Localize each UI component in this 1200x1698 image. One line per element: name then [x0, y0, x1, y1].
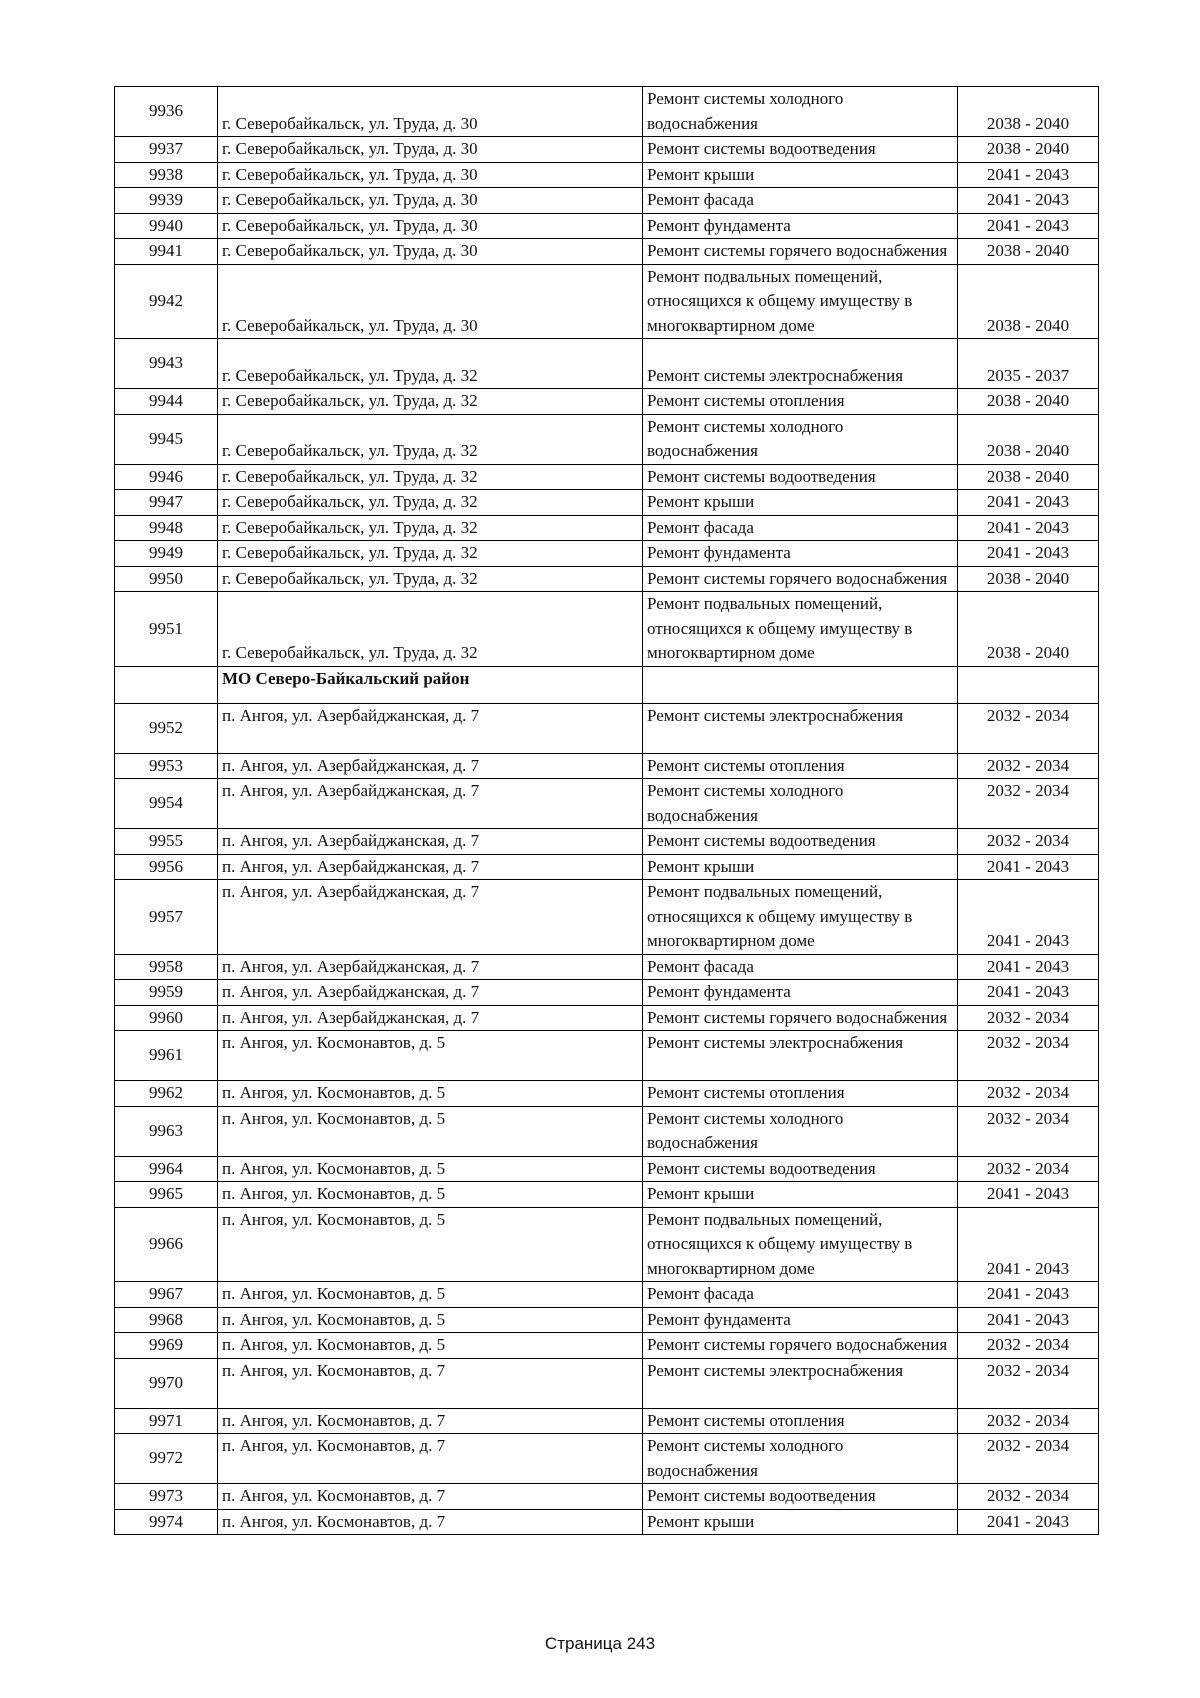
row-years: 2041 - 2043 — [958, 1307, 1099, 1333]
row-years: 2032 - 2034 — [958, 829, 1099, 855]
table-row — [115, 980, 1099, 1006]
table-row — [115, 239, 1099, 265]
row-work-type: Ремонт подвальных помещений, относящихся к общему имуществу в многоквартирном доме — [643, 264, 958, 339]
row-work-type: Ремонт системы холодного водоснабжения — [643, 1106, 958, 1156]
row-years: 2032 - 2034 — [958, 1434, 1099, 1484]
table-row — [115, 703, 1099, 753]
row-work-type: Ремонт системы водоотведения — [643, 464, 958, 490]
table-row — [115, 541, 1099, 567]
row-address: г. Северобайкальск, ул. Труда, д. 32 — [218, 490, 643, 516]
row-number: 9963 — [115, 1106, 218, 1156]
row-address: г. Северобайкальск, ул. Труда, д. 32 — [218, 541, 643, 567]
row-work-type: Ремонт подвальных помещений, относящихся к общему имуществу в многоквартирном доме — [643, 592, 958, 667]
row-number: 9969 — [115, 1333, 218, 1359]
row-work-type: Ремонт системы отопления — [643, 753, 958, 779]
row-work-type: Ремонт системы горячего водоснабжения — [643, 239, 958, 265]
row-work-type: Ремонт системы водоотведения — [643, 137, 958, 163]
row-address: п. Ангоя, ул. Азербайджанская, д. 7 — [218, 779, 643, 829]
row-address: г. Северобайкальск, ул. Труда, д. 30 — [218, 162, 643, 188]
row-years: 2038 - 2040 — [958, 464, 1099, 490]
row-years: 2041 - 2043 — [958, 1509, 1099, 1535]
row-address: п. Ангоя, ул. Космонавтов, д. 5 — [218, 1307, 643, 1333]
row-work-type: Ремонт крыши — [643, 1509, 958, 1535]
table-row — [115, 1207, 1099, 1282]
row-number: 9945 — [115, 414, 218, 464]
row-number: 9939 — [115, 188, 218, 214]
section-header-row — [115, 666, 1099, 703]
table-row — [115, 1182, 1099, 1208]
table-row — [115, 490, 1099, 516]
row-number: 9971 — [115, 1408, 218, 1434]
row-number: 9936 — [115, 87, 218, 137]
row-years: 2041 - 2043 — [958, 162, 1099, 188]
row-number: 9959 — [115, 980, 218, 1006]
row-address: г. Северобайкальск, ул. Труда, д. 32 — [218, 464, 643, 490]
row-years: 2041 - 2043 — [958, 1207, 1099, 1282]
row-years: 2041 - 2043 — [958, 980, 1099, 1006]
row-number: 9953 — [115, 753, 218, 779]
row-work-type: Ремонт фундамента — [643, 541, 958, 567]
row-work-type: Ремонт системы холодного водоснабжения — [643, 87, 958, 137]
row-number: 9955 — [115, 829, 218, 855]
row-number: 9940 — [115, 213, 218, 239]
row-work-type: Ремонт системы водоотведения — [643, 829, 958, 855]
row-work-type: Ремонт системы электроснабжения — [643, 703, 958, 753]
row-address: г. Северобайкальск, ул. Труда, д. 30 — [218, 137, 643, 163]
row-work-type: Ремонт подвальных помещений, относящихся к общему имуществу в многоквартирном доме — [643, 1207, 958, 1282]
table-row — [115, 1031, 1099, 1081]
row-address: п. Ангоя, ул. Азербайджанская, д. 7 — [218, 954, 643, 980]
row-address: п. Ангоя, ул. Азербайджанская, д. 7 — [218, 703, 643, 753]
row-work-type: Ремонт системы электроснабжения — [643, 1358, 958, 1408]
row-number: 9966 — [115, 1207, 218, 1282]
row-years: 2032 - 2034 — [958, 1081, 1099, 1107]
row-years: 2035 - 2037 — [958, 339, 1099, 389]
table-row — [115, 264, 1099, 339]
row-work-type: Ремонт системы отопления — [643, 389, 958, 415]
row-address: п. Ангоя, ул. Азербайджанская, д. 7 — [218, 829, 643, 855]
table-row — [115, 188, 1099, 214]
row-address: г. Северобайкальск, ул. Труда, д. 30 — [218, 188, 643, 214]
row-address: г. Северобайкальск, ул. Труда, д. 32 — [218, 566, 643, 592]
table-row — [115, 954, 1099, 980]
row-years: 2041 - 2043 — [958, 1282, 1099, 1308]
table-row — [115, 592, 1099, 667]
table-row — [115, 1509, 1099, 1535]
row-number: 9946 — [115, 464, 218, 490]
table-row — [115, 515, 1099, 541]
row-address: г. Северобайкальск, ул. Труда, д. 32 — [218, 389, 643, 415]
row-years: 2041 - 2043 — [958, 515, 1099, 541]
row-number: 9961 — [115, 1031, 218, 1081]
row-number: 9960 — [115, 1005, 218, 1031]
table-row — [115, 1106, 1099, 1156]
row-work-type: Ремонт системы отопления — [643, 1081, 958, 1107]
row-number: 9965 — [115, 1182, 218, 1208]
row-work-type: Ремонт фундамента — [643, 980, 958, 1006]
row-address: п. Ангоя, ул. Космонавтов, д. 5 — [218, 1081, 643, 1107]
row-address: г. Северобайкальск, ул. Труда, д. 32 — [218, 592, 643, 667]
row-address: г. Северобайкальск, ул. Труда, д. 30 — [218, 87, 643, 137]
row-work-type: Ремонт крыши — [643, 490, 958, 516]
table-row — [115, 1434, 1099, 1484]
row-number: 9937 — [115, 137, 218, 163]
table-row — [115, 829, 1099, 855]
row-years: 2041 - 2043 — [958, 880, 1099, 955]
row-years: 2032 - 2034 — [958, 1333, 1099, 1359]
row-number: 9951 — [115, 592, 218, 667]
table-row — [115, 1156, 1099, 1182]
table-row — [115, 1282, 1099, 1308]
table-body — [115, 87, 1099, 1535]
row-years: 2041 - 2043 — [958, 854, 1099, 880]
row-address: п. Ангоя, ул. Космонавтов, д. 5 — [218, 1156, 643, 1182]
row-work-type: Ремонт системы электроснабжения — [643, 339, 958, 389]
repair-schedule-table — [114, 86, 1099, 1535]
table-row — [115, 87, 1099, 137]
row-address: п. Ангоя, ул. Азербайджанская, д. 7 — [218, 880, 643, 955]
row-address: п. Ангоя, ул. Космонавтов, д. 7 — [218, 1408, 643, 1434]
row-address: п. Ангоя, ул. Космонавтов, д. 5 — [218, 1106, 643, 1156]
row-address: п. Ангоя, ул. Космонавтов, д. 5 — [218, 1182, 643, 1208]
row-work-type: Ремонт системы электроснабжения — [643, 1031, 958, 1081]
row-number: 9941 — [115, 239, 218, 265]
row-number: 9972 — [115, 1434, 218, 1484]
row-address: п. Ангоя, ул. Азербайджанская, д. 7 — [218, 753, 643, 779]
row-address: п. Ангоя, ул. Космонавтов, д. 7 — [218, 1484, 643, 1510]
row-years: 2038 - 2040 — [958, 137, 1099, 163]
row-address: п. Ангоя, ул. Азербайджанская, д. 7 — [218, 980, 643, 1006]
row-years: 2032 - 2034 — [958, 779, 1099, 829]
row-number: 9952 — [115, 703, 218, 753]
row-number: 9954 — [115, 779, 218, 829]
row-number: 9957 — [115, 880, 218, 955]
row-work-type: Ремонт системы холодного водоснабжения — [643, 779, 958, 829]
table-row — [115, 880, 1099, 955]
row-years: 2041 - 2043 — [958, 541, 1099, 567]
table-row — [115, 1005, 1099, 1031]
table-row — [115, 137, 1099, 163]
row-work-type: Ремонт системы холодного водоснабжения — [643, 1434, 958, 1484]
row-years: 2038 - 2040 — [958, 414, 1099, 464]
row-number: 9944 — [115, 389, 218, 415]
row-years: 2032 - 2034 — [958, 1484, 1099, 1510]
row-address: г. Северобайкальск, ул. Труда, д. 30 — [218, 239, 643, 265]
table-row — [115, 779, 1099, 829]
row-number: 9949 — [115, 541, 218, 567]
row-years: 2032 - 2034 — [958, 703, 1099, 753]
table-row — [115, 753, 1099, 779]
row-address: г. Северобайкальск, ул. Труда, д. 30 — [218, 213, 643, 239]
row-years: 2038 - 2040 — [958, 389, 1099, 415]
row-number: 9956 — [115, 854, 218, 880]
row-work-type: Ремонт фундамента — [643, 213, 958, 239]
row-address: п. Ангоя, ул. Космонавтов, д. 5 — [218, 1333, 643, 1359]
row-years: 2038 - 2040 — [958, 239, 1099, 265]
table-row — [115, 213, 1099, 239]
row-address: п. Ангоя, ул. Космонавтов, д. 5 — [218, 1282, 643, 1308]
row-years: 2041 - 2043 — [958, 188, 1099, 214]
section-number-cell — [115, 666, 218, 703]
row-work-type: Ремонт крыши — [643, 854, 958, 880]
table-row — [115, 1307, 1099, 1333]
row-number: 9948 — [115, 515, 218, 541]
row-work-type: Ремонт подвальных помещений, относящихся к общему имуществу в многоквартирном доме — [643, 880, 958, 955]
row-work-type: Ремонт крыши — [643, 1182, 958, 1208]
row-number: 9943 — [115, 339, 218, 389]
row-address: п. Ангоя, ул. Космонавтов, д. 7 — [218, 1509, 643, 1535]
row-address: г. Северобайкальск, ул. Труда, д. 32 — [218, 414, 643, 464]
row-years: 2038 - 2040 — [958, 566, 1099, 592]
row-work-type: Ремонт фасада — [643, 515, 958, 541]
row-number: 9964 — [115, 1156, 218, 1182]
page-footer: Страница 243 — [544, 1634, 656, 1653]
table-row — [115, 566, 1099, 592]
row-work-type: Ремонт системы водоотведения — [643, 1156, 958, 1182]
row-number: 9942 — [115, 264, 218, 339]
row-work-type: Ремонт системы отопления — [643, 1408, 958, 1434]
row-number: 9947 — [115, 490, 218, 516]
table-row — [115, 389, 1099, 415]
row-years: 2032 - 2034 — [958, 753, 1099, 779]
row-address: п. Ангоя, ул. Азербайджанская, д. 7 — [218, 1005, 643, 1031]
row-years: 2032 - 2034 — [958, 1106, 1099, 1156]
row-number: 9950 — [115, 566, 218, 592]
row-number: 9974 — [115, 1509, 218, 1535]
row-number: 9973 — [115, 1484, 218, 1510]
row-years: 2041 - 2043 — [958, 954, 1099, 980]
table-row — [115, 1408, 1099, 1434]
row-address: п. Ангоя, ул. Космонавтов, д. 7 — [218, 1358, 643, 1408]
row-years: 2038 - 2040 — [958, 87, 1099, 137]
row-years: 2032 - 2034 — [958, 1156, 1099, 1182]
row-work-type: Ремонт системы горячего водоснабжения — [643, 1333, 958, 1359]
row-number: 9968 — [115, 1307, 218, 1333]
section-empty-cell — [643, 666, 958, 703]
row-years: 2041 - 2043 — [958, 213, 1099, 239]
table-row — [115, 1358, 1099, 1408]
row-years: 2032 - 2034 — [958, 1408, 1099, 1434]
row-work-type: Ремонт крыши — [643, 162, 958, 188]
row-number: 9962 — [115, 1081, 218, 1107]
row-years: 2032 - 2034 — [958, 1005, 1099, 1031]
row-work-type: Ремонт фасада — [643, 188, 958, 214]
section-title: МО Северо-Байкальский район — [218, 666, 643, 703]
row-work-type: Ремонт системы горячего водоснабжения — [643, 566, 958, 592]
table-row — [115, 464, 1099, 490]
row-work-type: Ремонт фундамента — [643, 1307, 958, 1333]
row-address: п. Ангоя, ул. Космонавтов, д. 7 — [218, 1434, 643, 1484]
row-number: 9970 — [115, 1358, 218, 1408]
row-years: 2032 - 2034 — [958, 1031, 1099, 1081]
row-address: г. Северобайкальск, ул. Труда, д. 32 — [218, 515, 643, 541]
row-address: г. Северобайкальск, ул. Труда, д. 30 — [218, 264, 643, 339]
table-row — [115, 1484, 1099, 1510]
row-years: 2032 - 2034 — [958, 1358, 1099, 1408]
table-row — [115, 339, 1099, 389]
table-row — [115, 1081, 1099, 1107]
row-number: 9938 — [115, 162, 218, 188]
row-work-type: Ремонт системы водоотведения — [643, 1484, 958, 1510]
row-years: 2041 - 2043 — [958, 1182, 1099, 1208]
row-years: 2038 - 2040 — [958, 592, 1099, 667]
table-row — [115, 162, 1099, 188]
row-years: 2038 - 2040 — [958, 264, 1099, 339]
row-work-type: Ремонт системы холодного водоснабжения — [643, 414, 958, 464]
row-address: п. Ангоя, ул. Космонавтов, д. 5 — [218, 1207, 643, 1282]
table-row — [115, 1333, 1099, 1359]
row-work-type: Ремонт системы горячего водоснабжения — [643, 1005, 958, 1031]
row-number: 9958 — [115, 954, 218, 980]
row-address: п. Ангоя, ул. Космонавтов, д. 5 — [218, 1031, 643, 1081]
table-row — [115, 854, 1099, 880]
row-work-type: Ремонт фасада — [643, 1282, 958, 1308]
row-years: 2041 - 2043 — [958, 490, 1099, 516]
row-number: 9967 — [115, 1282, 218, 1308]
row-address: п. Ангоя, ул. Азербайджанская, д. 7 — [218, 854, 643, 880]
table-row — [115, 414, 1099, 464]
row-work-type: Ремонт фасада — [643, 954, 958, 980]
row-address: г. Северобайкальск, ул. Труда, д. 32 — [218, 339, 643, 389]
section-empty-cell — [958, 666, 1099, 703]
